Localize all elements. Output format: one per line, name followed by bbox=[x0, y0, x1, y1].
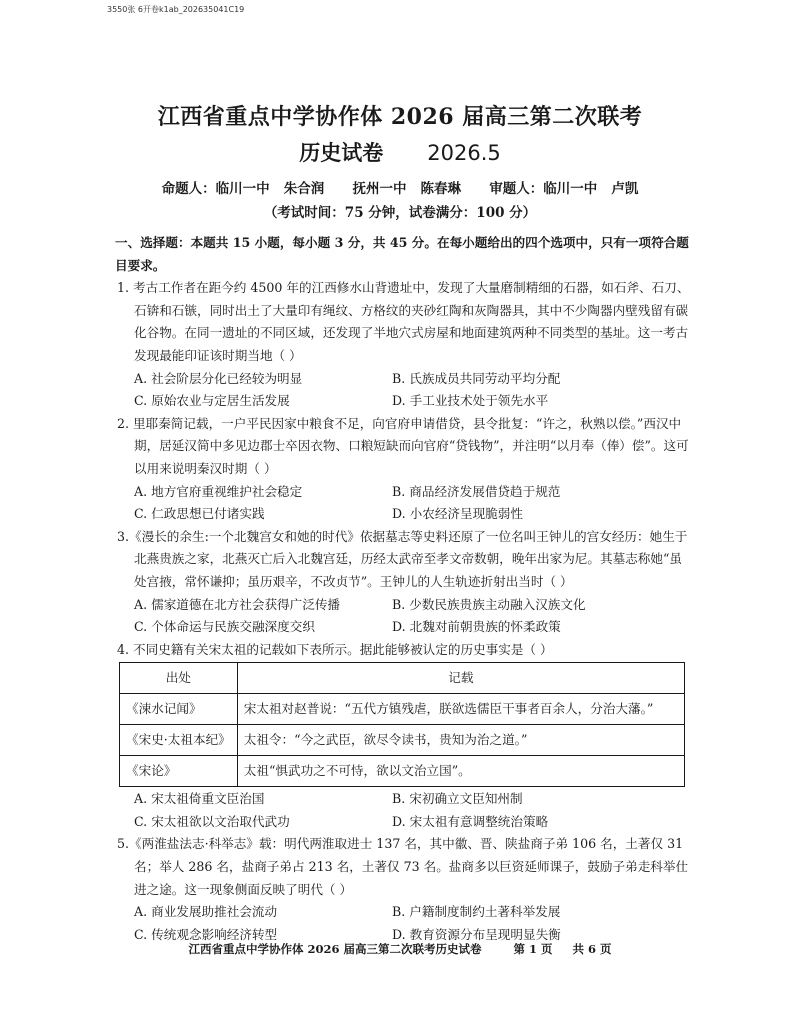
scan-stamp: 3550张 6开卷k1ab_202635041C19 bbox=[107, 5, 245, 14]
source-table bbox=[119, 662, 685, 787]
table-header-row bbox=[120, 663, 685, 694]
table-cell-record: 太祖“惧武功之不可恃，欲以文治立国”。 bbox=[237, 756, 684, 787]
table-cell-source: 《宋论》 bbox=[120, 756, 238, 787]
option-b: B. 商品经济发展借贷趋于规范 bbox=[392, 483, 561, 499]
question-text: 3.《漫长的余生:一个北魏宫女和她的时代》依据墓志等史料还原了一位名叫王钟儿的宫女经历：她生于北燕贵族之家，北燕灭亡后入北魏宫廷，历经太武帝至孝文帝数朝，晚年出家为尼。其墓志称她“虽处宫掖，常怀谦抑；虽历艰辛，不改贞节”。王钟儿的人生轨迹折射出当时（ ） bbox=[117, 528, 688, 589]
option-c: C. 仁政思想已付诸实践 bbox=[134, 506, 265, 522]
question-2 bbox=[117, 413, 691, 526]
table-row bbox=[120, 694, 685, 725]
exam-subtitle bbox=[0, 137, 800, 167]
table-cell-source: 《涑水记闻》 bbox=[120, 694, 238, 725]
table-header-cell: 记载 bbox=[237, 663, 684, 694]
option-d: D. 手工业技术处于领先水平 bbox=[392, 393, 549, 409]
option-a: A. 商业发展助推社会流动 bbox=[134, 904, 278, 920]
question-text: 1. 考古工作者在距今约 4500 年的江西修水山背遗址中，发现了大量磨制精细的石器，如石斧、石刀、石锛和石镞，同时出土了大量印有绳纹、方格纹的夹砂红陶和灰陶器具，其中不少陶器内壁残留有碳化谷物。在同一遗址的不同区域，还发现了半地穴式房屋和地面建筑两种不同类型的基址。这一考古发现最能印证该时期当地（ ） bbox=[117, 280, 690, 363]
question-3 bbox=[117, 526, 691, 639]
section-heading: 一、选择题：本题共 15 小题，每小题 3 分，共 45 分。在每小题给出的四个选项中，只有一项符合题目要求。 bbox=[115, 235, 689, 273]
table-row bbox=[120, 725, 685, 756]
option-b: B. 少数民族贵族主动融入汉族文化 bbox=[392, 596, 586, 612]
option-c: C. 个体命运与民族交融深度交织 bbox=[134, 619, 315, 635]
option-d: D. 北魏对前朝贵族的怀柔政策 bbox=[392, 619, 561, 635]
table-cell-record: 太祖令：“今之武臣，欲尽令读书，贵知为治之道。” bbox=[237, 725, 684, 756]
table-cell-record: 宋太祖对赵普说：“五代方镇残虐，朕欲选儒臣干事者百余人，分治大藩。” bbox=[237, 694, 684, 725]
option-b: B. 户籍制度制约土著科举发展 bbox=[392, 904, 561, 920]
exam-title: 江西省重点中学协作体 2026 届高三第二次联考 bbox=[157, 104, 643, 130]
question-options bbox=[117, 481, 691, 526]
table-row bbox=[120, 756, 685, 787]
question-area bbox=[117, 232, 691, 946]
option-d: D. 教育资源分布呈现明显失衡 bbox=[392, 926, 561, 942]
authors-line: 命题人：临川一中 朱合润 抚州一中 陈春琳 审题人：临川一中 卢凯 bbox=[161, 181, 639, 197]
question-text: 2. 里耶秦简记载，一户平民因家中粮食不足，向官府申请借贷，县令批复：“许之，秋熟以偿。”西汉中期，居延汉简中多见边郡士卒因衣物、口粮短缺而向官府“贷钱物”，并注明“以月奉（俸）偿”。这可以用来说明秦汉时期（ ） bbox=[117, 415, 689, 476]
question-options bbox=[117, 901, 691, 946]
question-options bbox=[117, 594, 691, 639]
table-header-cell: 出处 bbox=[120, 663, 238, 694]
exam-date: 2026.5 bbox=[427, 141, 501, 165]
question-text: 4. 不同史籍有关宋太祖的记载如下表所示。据此能够被认定的历史事实是（ ） bbox=[117, 641, 553, 657]
question-options bbox=[117, 788, 691, 833]
option-a: A. 儒家道德在北方社会获得广泛传播 bbox=[134, 596, 341, 612]
option-d: D. 宋太祖有意调整统治策略 bbox=[392, 813, 549, 829]
question-1 bbox=[117, 277, 691, 413]
exam-info: （考试时间：75 分钟，试卷满分：100 分） bbox=[263, 205, 537, 221]
subject-name: 历史试卷 bbox=[299, 140, 384, 165]
page-footer: 江西省重点中学协作体 2026 届高三第二次联考历史试卷 第 1 页 共 6 页 bbox=[188, 942, 612, 956]
question-5 bbox=[117, 833, 691, 946]
option-d: D. 小农经济呈现脆弱性 bbox=[392, 506, 523, 522]
option-a: A. 社会阶层分化已经较为明显 bbox=[134, 370, 303, 386]
table-cell-source: 《宋史·太祖本纪》 bbox=[120, 725, 238, 756]
question-options bbox=[117, 368, 691, 413]
option-c: C. 传统观念影响经济转型 bbox=[134, 926, 278, 942]
question-4 bbox=[117, 639, 691, 834]
option-a: A. 地方官府重视维护社会稳定 bbox=[134, 483, 303, 499]
option-a: A. 宋太祖倚重文臣治国 bbox=[134, 791, 265, 807]
option-b: B. 氏族成员共同劳动平均分配 bbox=[392, 370, 561, 386]
option-c: C. 原始农业与定居生活发展 bbox=[134, 393, 290, 409]
option-b: B. 宋初确立文臣知州制 bbox=[392, 791, 523, 807]
question-text: 5.《两淮盐法志·科举志》载：明代两淮取进士 137 名，其中徽、晋、陕盐商子弟 106 名，土著仅 31 名；举人 286 名，盐商子弟占 213 名，土著仅 73 名。盐商多以巨资延师课子，鼓励子弟走科举仕进之途。这一现象侧面反映了明代（ ） bbox=[117, 836, 689, 897]
option-c: C. 宋太祖欲以文治取代武功 bbox=[134, 813, 290, 829]
